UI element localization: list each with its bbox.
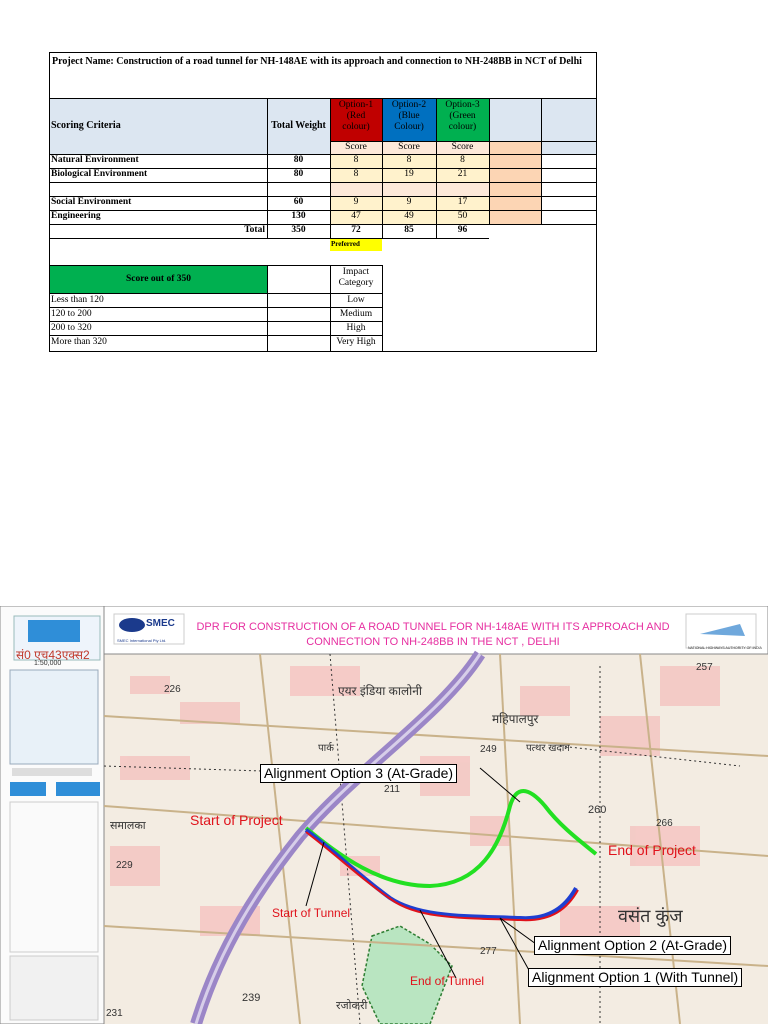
score-label-2: Score <box>398 142 420 152</box>
start-of-project-label: Start of Project <box>190 812 283 828</box>
grid-line <box>541 98 542 225</box>
grid-line <box>50 224 596 225</box>
end-of-project-label: End of Project <box>608 842 696 858</box>
alignment-option-1-label: Alignment Option 1 (With Tunnel) <box>528 968 742 987</box>
option2-header: Option-2 (Blue Colour) <box>391 100 427 132</box>
map-number: 239 <box>242 992 261 1004</box>
map-number: 229 <box>116 860 133 871</box>
map-number: 266 <box>656 818 673 829</box>
map-scale: 1:50,000 <box>34 660 62 667</box>
impact-score-header: Score out of 350 <box>126 274 191 284</box>
grid-line <box>267 265 268 351</box>
place-name: पार्क <box>318 743 334 754</box>
option1-header: Option-1 (Red colour) <box>338 100 374 132</box>
grid-line <box>50 265 382 266</box>
smec-logo: SMEC <box>146 618 175 629</box>
impact-category-header: Impact Category <box>338 267 374 288</box>
blank-row-bg <box>330 182 489 196</box>
map-base <box>0 606 768 1024</box>
grid-line <box>50 335 382 336</box>
criteria-header: Scoring Criteria <box>51 120 121 131</box>
map-number: 249 <box>480 744 497 755</box>
grid-line <box>50 307 382 308</box>
grid-line <box>330 141 596 142</box>
start-of-tunnel-label: Start of Tunnel <box>272 906 351 920</box>
grid-line <box>50 238 489 239</box>
grid-line <box>382 98 383 239</box>
map-number: 231 <box>106 1008 123 1019</box>
grid-line <box>489 98 490 225</box>
scoring-table: Project Name: Construction of a road tunnel for NH-148AE with its approach and connection to NH-248BB in NCT of Delhi Scoring Criteria Total Weight Option-1 (Red colour) Option-2 (Blue Colour) Option-3 (Green colour) Score Score Score Natural Environment 80 8 8 8 Biological Environment 80 8 19 21 Social Environment 60 9 9 17 Engineering 130 47 49 50 Total 350 72 85 96 Preferred Score out of 350 Impact Category Less than 120 Low 120 to 200 Medium 200 to 320 High More than 320 Very High <box>49 52 597 352</box>
smec-subtitle: SMEC International Pty Ltd. <box>117 638 167 643</box>
grid-line <box>382 265 383 351</box>
nhai-logo: NATIONAL HIGHWAYS AUTHORITY OF INDIA <box>688 646 762 650</box>
place-name: रजोकरी <box>336 1000 368 1012</box>
grid-line <box>330 265 331 351</box>
sheet-number: सं0 एच43एक्स2 <box>16 648 90 662</box>
alignment-map <box>0 606 768 1024</box>
map-number: 260 <box>588 804 607 816</box>
preferred-label: Preferred <box>331 240 360 248</box>
grid-line <box>50 210 596 211</box>
map-number: 211 <box>384 784 400 795</box>
grid-line <box>330 98 331 239</box>
grid-line <box>50 196 596 197</box>
grid-line <box>50 154 596 155</box>
grid-line <box>50 182 596 183</box>
place-name: पत्थर खदान <box>526 743 570 754</box>
alignment-option-3-label: Alignment Option 3 (At-Grade) <box>260 764 457 783</box>
grid-line <box>50 293 382 294</box>
place-name: महिपालपुर <box>492 712 539 726</box>
grid-line <box>50 321 382 322</box>
place-name: वसंत कुंज <box>618 906 683 926</box>
project-title: Project Name: Construction of a road tunnel for NH-148AE with its approach and connection to NH-248BB in NCT of Delhi <box>52 56 582 67</box>
weight-header: Total Weight <box>271 120 326 131</box>
grid-line <box>267 98 268 239</box>
map-header-title: DPR FOR CONSTRUCTION OF A ROAD TUNNEL FOR NH-148AE WITH ITS APPROACH AND CONNECTION TO NH-248BB IN THE NCT , DELHI <box>196 621 670 648</box>
grid-line <box>436 98 437 239</box>
score-label-3: Score <box>451 142 474 152</box>
end-of-tunnel-label: End of Tunnel <box>410 974 485 988</box>
alignment-option-2-label: Alignment Option 2 (At-Grade) <box>534 936 731 955</box>
map-number: 257 <box>696 662 713 673</box>
grid-line <box>50 168 596 169</box>
place-name: समालका <box>110 820 146 832</box>
place-name: एयर इंडिया कालोनी <box>338 684 422 698</box>
score-label-1: Score <box>345 142 367 152</box>
map-number: 226 <box>164 684 181 695</box>
grid-line <box>50 98 596 99</box>
map-number: 277 <box>480 946 497 957</box>
option3-header: Option-3 (Green colour) <box>445 100 480 132</box>
